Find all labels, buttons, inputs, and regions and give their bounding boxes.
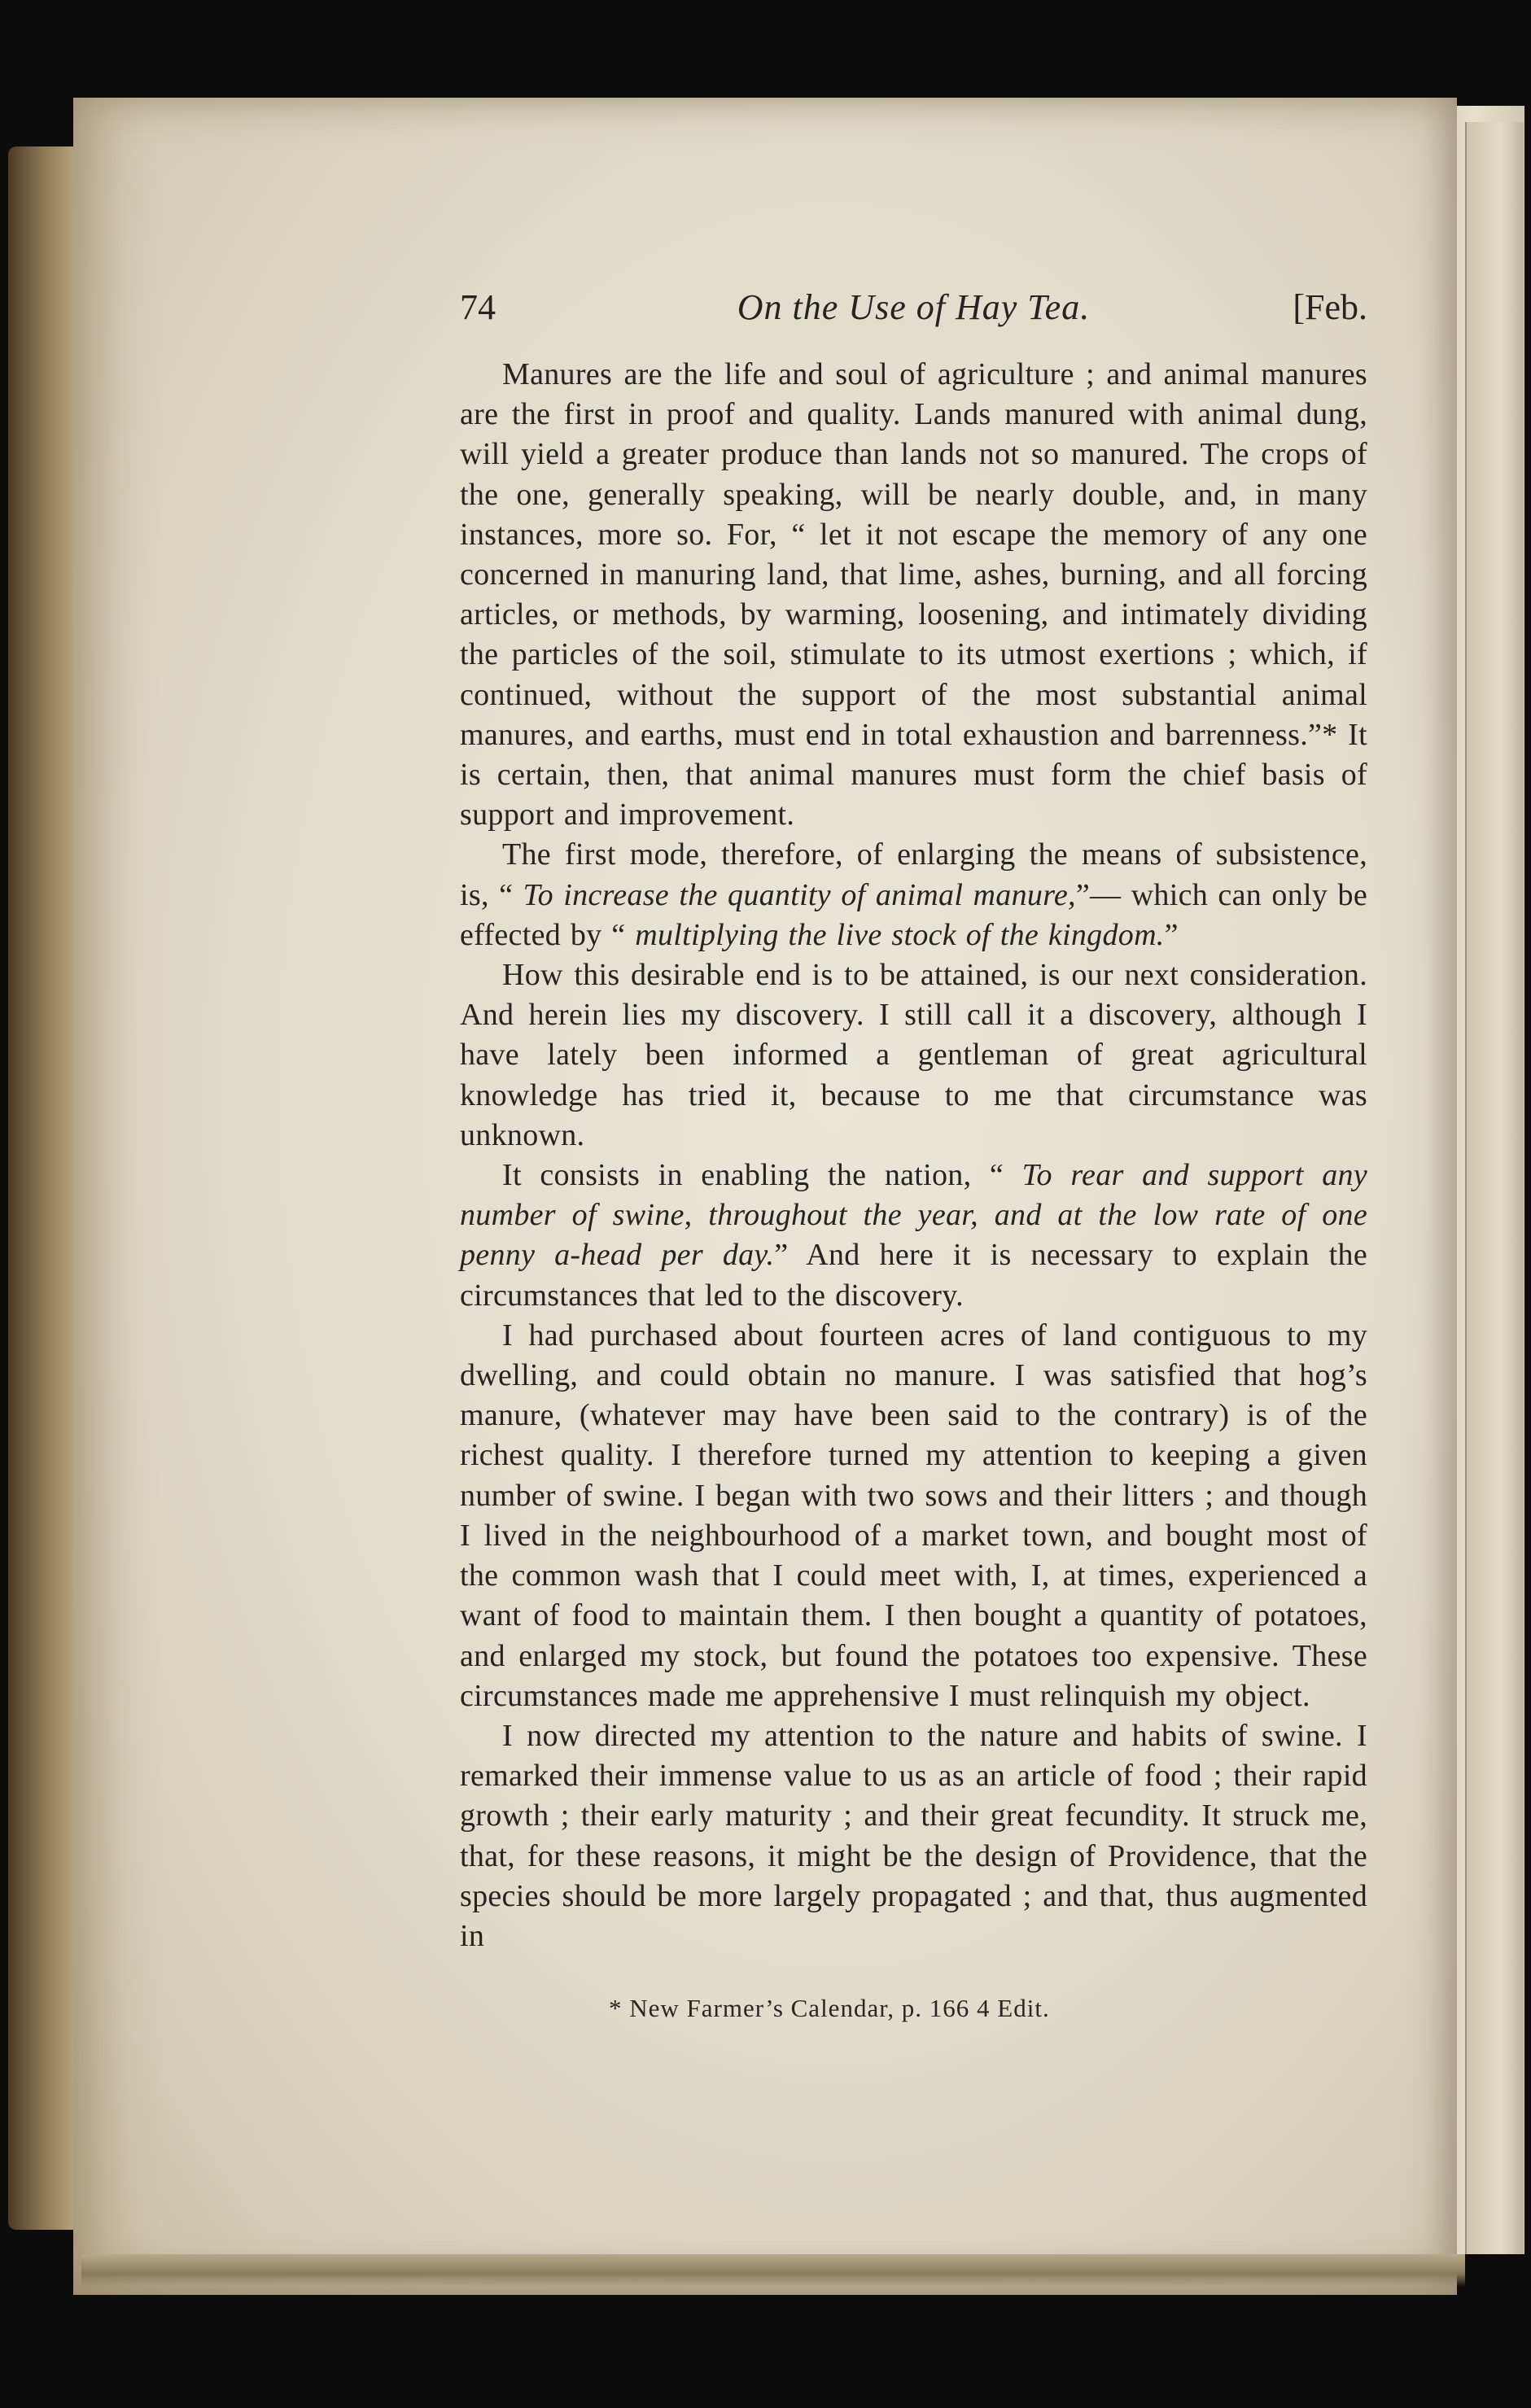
page-number: 74 (460, 287, 496, 327)
text-run: I now directed my attention to the nature and habits of swine. I remarked their immense value to us as an article of food ; their rapid growth ; their early maturity ; and their great fecundity. It struck me, that, for these reasons, it might be the design of Providence, that the species should be more largely propagated ; and that, thus augmented in (460, 1718, 1367, 1953)
body-text (460, 355, 1367, 1956)
footnote: * New Farmer’s Calendar, p. 166 4 Edit. (609, 1994, 1050, 2022)
page-text-block (460, 286, 1367, 1956)
body-paragraph (460, 1316, 1367, 1716)
italic-run: To rear and support any number of swine, throughout the year, and at the low rate of one penny a-head per day. (460, 1158, 1368, 1273)
text-run: I had purchased about fourteen acres of land contiguous to my dwelling, and could obtain no manure. I was satisfied that hog’s manure, (whatever may have been said to the contrary) is of the richest quality. I therefore turned my attention to keeping a given number of swine. I began with two sows and their litters ; and though I lived in the neighbourhood of a market town, and bought most of the common wash that I could meet with, I, at times, experienced a want of food to maintain them. I then bought a quantity of potatoes, and enlarged my stock, but found the potatoes too expensive. These circumstances made me apprehensive I must relinquish my object. (460, 1318, 1367, 1713)
body-paragraph (460, 355, 1367, 835)
italic-run: To increase the quantity of animal manure, (523, 877, 1076, 912)
frayed-bottom-edge (81, 2254, 1465, 2287)
text-run: The first mode, therefore, of enlarging the means of subsistence, is, “ (460, 837, 1367, 912)
text-run: ” (1164, 917, 1179, 952)
body-paragraph (460, 1716, 1367, 1956)
text-run: ”— which can only be effected by “ (460, 877, 1367, 952)
italic-run: multiplying the live stock of the kingdom. (635, 917, 1165, 952)
body-paragraph (460, 955, 1367, 1156)
running-title: On the Use of Hay Tea. (737, 287, 1091, 327)
body-paragraph (460, 835, 1367, 955)
page-header (460, 286, 1367, 352)
text-run: It consists in enabling the nation, “ (502, 1158, 1022, 1193)
running-month: [Feb. (1293, 287, 1367, 327)
next-page-edge-inner (1465, 122, 1524, 2254)
text-run: Manures are the life and soul of agriculture ; and animal manures are the first in proof and quality. Lands manured with animal dung, will yield a greater produce than lands not so manured. The crops of the one, generally speaking, will be nearly double, and, in many instances, more so. For, “ let it not escape the memory of any one concerned in manuring land, that lime, ashes, burning, and all forcing articles, or methods, by warming, loosening, and intimately dividing the particles of the soil, stimulate to its utmost exertions ; which, if continued, without the support of the most substantial animal manures, and earths, must end in total exhaustion and barrenness.”* It is certain, then, that animal manures must form the chief basis of support and improvement. (460, 357, 1367, 833)
text-run: How this desirable end is to be attained, is our next consideration. And herein lies my discovery. I still call it a discovery, although I have lately been informed a gentleman of great agricultural knowledge has tried it, because to me that circumstance was unknown. (460, 958, 1367, 1152)
body-paragraph (460, 1156, 1367, 1316)
text-run: ” And here it is necessary to explain the circumstances that led to the discovery. (460, 1238, 1367, 1313)
